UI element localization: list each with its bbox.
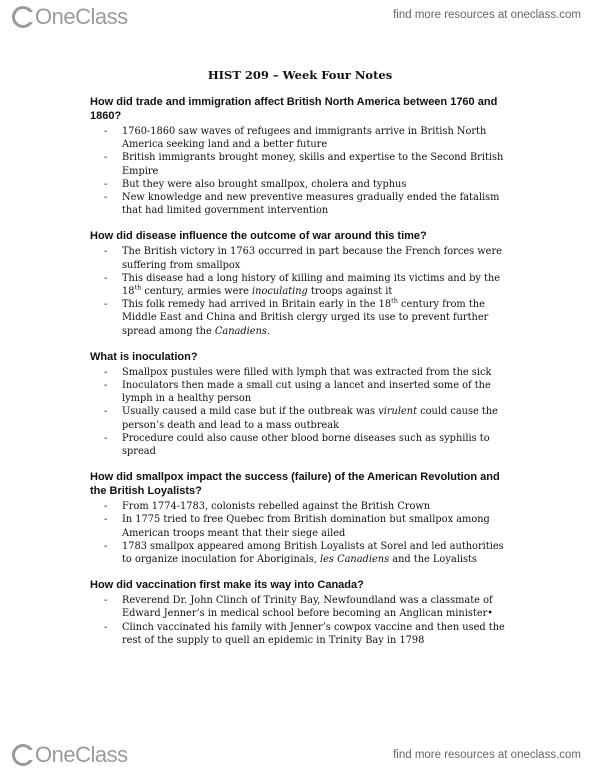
italic-term: virulent (378, 406, 418, 418)
bullet-list (90, 125, 510, 217)
text-run: Usually caused a mild case but if the outbreak was (122, 406, 379, 418)
text-run: This folk remedy had arrived in Britain early in the 18 (122, 299, 392, 311)
header-tagline-link[interactable]: find more resources at oneclass.com (393, 9, 581, 21)
bullet-list (90, 245, 510, 337)
logo-text: OneClass (35, 4, 128, 29)
list-item (90, 272, 510, 298)
text-run: troops against it (307, 286, 393, 298)
list-item: - British immigrants brought money, skills and expertise to the Second British Empire (90, 151, 510, 177)
section-inoculation (90, 350, 510, 458)
bullet-list (90, 594, 510, 647)
superscript: th (391, 296, 398, 305)
text-run: . (266, 325, 271, 337)
section-question: How did trade and immigration affect British North America between 1760 and 1860? (90, 96, 498, 122)
text-run: century, armies were (141, 286, 253, 298)
list-item: - New knowledge and new preventive measures gradually ended the fatalism that had limited government intervention (90, 191, 510, 217)
section-vaccination-canada (90, 578, 510, 647)
footer-bar (0, 736, 595, 770)
section-question: How did smallpox impact the success (failure) of the American Revolution and the British Loyalists? (90, 471, 500, 498)
list-item (90, 540, 510, 566)
logo-text: OneClass (35, 742, 128, 767)
text-run: 1783 smallpox appeared among British Loyalists at Sorel and led authorities to organize inoculation for Aboriginals, (122, 540, 504, 566)
bullet-list (90, 366, 510, 458)
text-run: century from the Middle East and China and British clergy urged its use to prevent further spread among the (122, 299, 489, 337)
italic-term: Canadiens (214, 325, 267, 337)
header-bar (0, 0, 595, 34)
list-item (90, 298, 510, 338)
list-item: - Procedure could also cause other blood borne diseases such as syphilis to spread (90, 432, 510, 458)
document-body (90, 68, 510, 659)
text-run: and the Loyalists (389, 554, 477, 566)
list-item: - Inoculators then made a small cut using a lancet and inserted some of the lymph in a healthy person (90, 379, 510, 405)
section-american-revolution (90, 470, 510, 566)
footer-tagline-link[interactable]: find more resources at oneclass.com (393, 749, 581, 761)
oneclass-logo-icon (12, 744, 34, 766)
list-item: - But they were also brought smallpox, cholera and typhus (90, 178, 510, 191)
list-item: - Clinch vaccinated his family with Jenner’s cowpox vaccine and then used the rest of the supply to quell an epidemic in Trinity Bay in 1798 (90, 621, 510, 647)
text-run: could cause the person’s death and lead to a mass outbreak (122, 406, 498, 431)
section-question: What is inoculation? (90, 350, 198, 363)
section-question: How did disease influence the outcome of war around this time? (90, 230, 427, 243)
italic-term: inoculating (252, 286, 308, 298)
section-disease-war (90, 229, 510, 337)
list-item: - The British victory in 1763 occurred in part because the French forces were suffering from smallpox (90, 245, 510, 271)
list-item: - From 1774-1783, colonists rebelled against the British Crown (90, 500, 510, 513)
oneclass-logo[interactable] (12, 4, 128, 30)
oneclass-logo-icon (12, 6, 34, 28)
superscript: th (134, 283, 142, 292)
document-title: HIST 209 – Week Four Notes (207, 68, 393, 82)
list-item: - Reverend Dr. John Clinch of Trinity Bay, Newfoundland was a classmate of Edward Jenner’s in medical school before becoming an Anglican minister• (90, 594, 510, 620)
oneclass-logo[interactable] (12, 742, 128, 768)
text-run: This disease had a long history of killing and maiming its victims and by the 18 (122, 272, 501, 298)
bullet-list (90, 500, 510, 566)
list-item: - In 1775 tried to free Quebec from British domination but smallpox among American troops meant that their siege ailed (90, 513, 510, 539)
section-question: How did vaccination first make its way into Canada? (90, 579, 364, 592)
section-trade-immigration (90, 95, 510, 217)
italic-term: les Canadiens (320, 554, 390, 566)
list-item (90, 405, 510, 431)
list-item: - Smallpox pustules were filled with lymph that was extracted from the sick (90, 366, 510, 379)
list-item: - 1760-1860 saw waves of refugees and immigrants arrive in British North America seeking land and a better future (90, 125, 510, 151)
